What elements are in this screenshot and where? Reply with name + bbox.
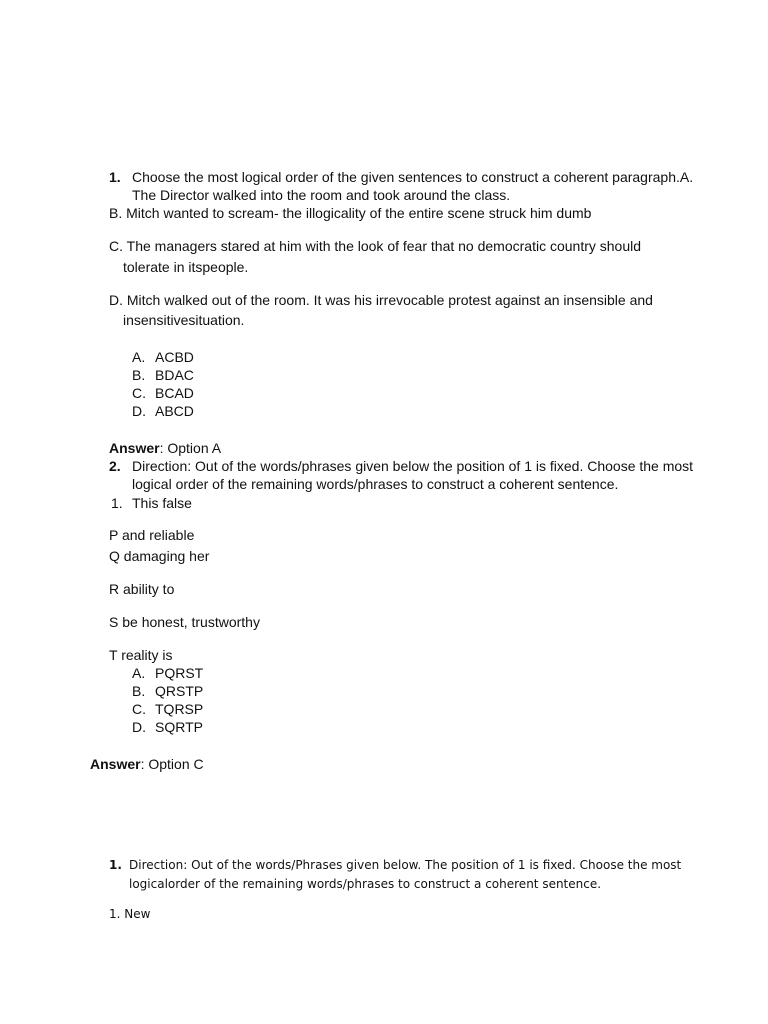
q2-option-letter: D. [132, 719, 146, 735]
q1-option-text: BCAD [155, 385, 194, 401]
q2-option-letter: A. [132, 665, 146, 681]
q1-option-text: ACBD [155, 349, 194, 365]
q2-answer-text: : Option C [140, 756, 204, 772]
q2-part-p: P and reliable [109, 527, 195, 543]
q2-prompt-line1: Direction: Out of the words/phrases given below the position of 1 is fixed. Choose the most [132, 458, 694, 474]
q1-sentence-d-line1: D. Mitch walked out of the room. It was his irrevocable protest against an insensible and [109, 292, 653, 308]
q1-option-letter: D. [132, 403, 146, 419]
q1-option-letter: C. [132, 385, 146, 401]
q1-answer [109, 439, 221, 457]
q2-fixed-text: This false [132, 495, 192, 511]
q1-prompt-line2: The Director walked into the room and took around the class. [132, 187, 511, 203]
q1-option-text: BDAC [155, 367, 194, 383]
q2-answer [90, 755, 204, 773]
q2-option-text: TQRSP [155, 701, 204, 717]
q2-option-text: QRSTP [155, 683, 204, 699]
q2-part-q: Q damaging her [109, 548, 210, 564]
q1-sentence-b: B. Mitch wanted to scream- the illogicality of the entire scene struck him dumb [109, 205, 592, 221]
q2-number: 2. [109, 458, 121, 474]
q1-sentence-d-line2: insensitivesituation. [123, 312, 245, 328]
q1-sentence-c-line2: tolerate in itspeople. [123, 259, 249, 275]
q2-answer-label: Answer [90, 756, 141, 772]
q1-answer-text: : Option A [159, 440, 222, 456]
q1-option-letter: A. [132, 349, 146, 365]
q2-option-letter: B. [132, 683, 146, 699]
q1-option-letter: B. [132, 367, 146, 383]
q1-answer-label: Answer [109, 440, 160, 456]
q3-fixed: 1. New [109, 907, 151, 921]
q1-number: 1. [109, 169, 121, 185]
q2-option-letter: C. [132, 701, 146, 717]
q1-sentence-c-line1: C. The managers stared at him with the look of fear that no democratic country should [109, 238, 642, 254]
q2-part-t: T reality is [109, 647, 173, 663]
q2-fixed-number: 1. [111, 495, 123, 511]
q3-prompt-line1: Direction: Out of the words/Phrases given below. The position of 1 is fixed. Choose the most [129, 858, 682, 872]
q2-option-text: SQRTP [155, 719, 203, 735]
q2-prompt-line2: logical order of the remaining words/phrases to construct a coherent sentence. [132, 476, 619, 492]
q1-option-text: ABCD [155, 403, 194, 419]
q2-option-text: PQRST [155, 665, 204, 681]
q3-number: 1. [109, 858, 122, 872]
q1-prompt-line1: Choose the most logical order of the given sentences to construct a coherent paragraph.A. [132, 169, 694, 185]
q3-prompt-line2: logicalorder of the remaining words/phrases to construct a coherent sentence. [129, 877, 602, 891]
q2-part-s: S be honest, trustworthy [109, 614, 260, 630]
q2-part-r: R ability to [109, 581, 175, 597]
